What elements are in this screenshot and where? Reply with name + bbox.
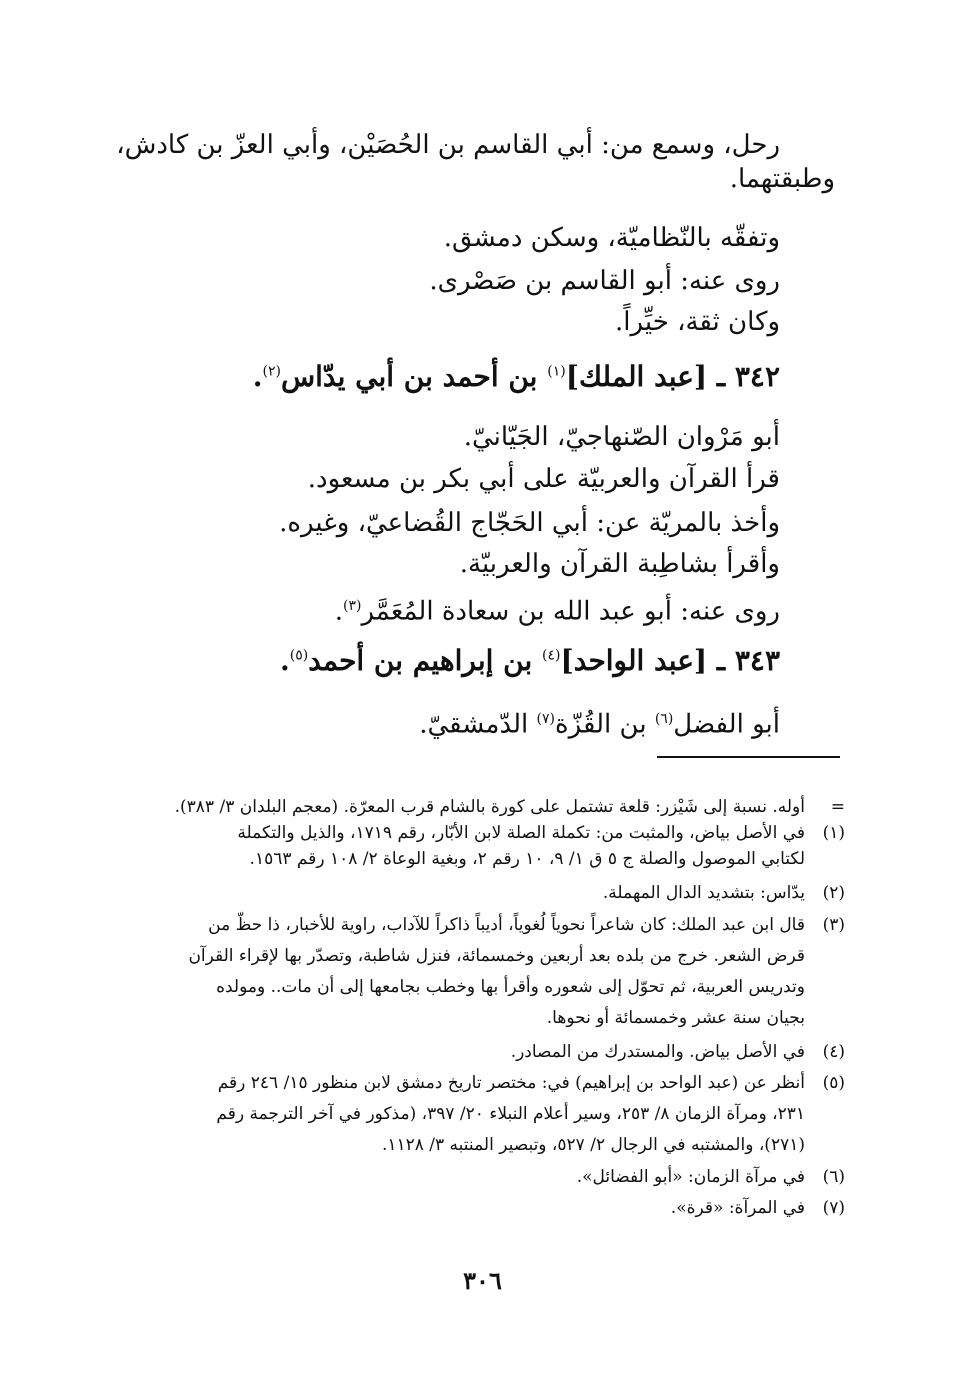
text-line: قرأ القرآن والعربيّة على أبي بكر بن مسعود. [307, 464, 780, 494]
footnote-number: (٤) [822, 1042, 845, 1062]
footnote-text: بجيان سنة عشر وخمسمائة أو نحوها. [546, 1008, 805, 1028]
entry-name: [عبد الواحد] [560, 644, 708, 677]
footnote-text: قال ابن عبد الملك: كان شاعراً نحوياً لُغوياً، أديباً ذاكراً للآداب، راوية للأخبار، ذا حظّ من [208, 915, 805, 935]
footnote-number: (٣) [822, 915, 845, 935]
text-line [419, 702, 780, 742]
entry-lineage: بن إبراهيم بن أحمد [308, 644, 533, 677]
text-line: أبو مَرْوان الصّنهاجيّ، الجَيّانيّ. [463, 422, 780, 452]
footnote-text: (٢٧١)، والمشتبه في الرجال ٢/ ٥٢٧، وتبصير المنتبه ٣/ ١١٢٨. [381, 1135, 805, 1155]
text-line: وأخذ بالمريّة عن: أبي الحَجّاج القُضاعيّ، وغيره. [279, 508, 780, 538]
text-span: الدّمشقيّ. [419, 709, 529, 740]
footnote-text: لكتابي الموصول والصلة ج ٥ ق ١/ ٩، ١٠ رقم ٢، وبغية الوعاة ٢/ ١٠٨ رقم ١٥٦٣. [249, 849, 805, 869]
text-line: روى عنه: أبو القاسم بن صَصْرى. [429, 266, 780, 296]
entry-number: ٣٤٢ ـ [716, 360, 780, 393]
footnote-text: في المرآة: «قرة». [670, 1198, 805, 1218]
footnote-ref: (٢) [262, 363, 281, 380]
footnote-ref: (١) [547, 363, 566, 380]
text-line: وأقرأ بشاطِبة القرآن والعربيّة. [459, 549, 780, 579]
footnote-text: في الأصل بياض. والمستدرك من المصادر. [510, 1042, 805, 1062]
text-line: وتفقّه بالنّظاميّة، وسكن دمشق. [443, 223, 780, 253]
entry-name: [عبد الملك] [565, 360, 708, 393]
text-span: بن القُزّة [555, 709, 647, 740]
punct: . [252, 360, 263, 393]
footnote-number: (٦) [822, 1167, 845, 1187]
footnote-text: وتدريس العربية، ثم تحوّل إلى شعوره وأقرأ بها وخطب بجامعها إلى أن مات.. ومولده [216, 977, 805, 997]
carry-mark: = [830, 797, 845, 817]
footnote-divider [657, 756, 840, 758]
footnote-text: في مرآة الزمان: «أبو الفضائل». [576, 1167, 805, 1187]
page-number: ٣٠٦ [463, 1266, 502, 1295]
footnote-text: أنظر عن (عبد الواحد بن إبراهيم) في: مختصر تاريخ دمشق لابن منظور ١٥/ ٢٤٦ رقم [217, 1073, 805, 1093]
entry-heading-343 [280, 644, 780, 677]
entry-number: ٣٤٣ ـ [716, 644, 780, 677]
footnote-ref: (٤) [542, 647, 561, 664]
text-line: رحل، وسمع من: أبي القاسم بن الحُصَيْن، وأبي العزّ بن كادش، [116, 130, 780, 160]
footnote-ref: (٧) [536, 711, 555, 727]
text-span: أبو الفضل [673, 709, 780, 740]
footnote-text: أوله. نسبة إلى شَيْزر: قلعة تشتمل على كورة بالشام قرب المعرّة. (معجم البلدان ٣/ ٣٨٣). [174, 797, 805, 817]
footnote-ref: (٦) [654, 711, 674, 727]
text-line: وطبقتهما. [729, 164, 835, 194]
footnote-text: قرض الشعر. خرج من بلده بعد أربعين وخمسمائة، فنزل شاطبة، وتصدّر بها لإقراء القرآن [188, 946, 805, 966]
footnote-number: (٥) [822, 1073, 845, 1093]
punct: . [279, 644, 290, 677]
entry-heading-342 [253, 360, 780, 393]
footnote-text: ٢٣١، ومرآة الزمان ٨/ ٢٥٣، وسير أعلام النبلاء ٢٠/ ٣٩٧، (مذكور في آخر الترجمة رقم [216, 1104, 805, 1124]
footnote-ref: (٥) [289, 647, 309, 664]
footnote-text: يدّاس: بتشديد الدال المهملة. [602, 883, 805, 903]
footnote-number: (٢) [822, 883, 845, 903]
footnote-text: في الأصل بياض، والمثبت من: تكملة الصلة لابن الأبّار، رقم ١٧١٩، والذيل والتكملة [237, 823, 805, 843]
punct: . [334, 596, 343, 627]
text-line [335, 589, 780, 629]
entry-lineage: بن أحمد بن أبي يدّاس [280, 360, 538, 393]
footnote-number: (١) [822, 823, 845, 843]
footnote-ref: (٣) [342, 598, 362, 614]
text-line: وكان ثقة، خيِّراً. [615, 307, 780, 337]
footnote-number: (٧) [822, 1198, 845, 1218]
text-span: روى عنه: أبو عبد الله بن سعادة المُعَمَّر [361, 596, 780, 627]
